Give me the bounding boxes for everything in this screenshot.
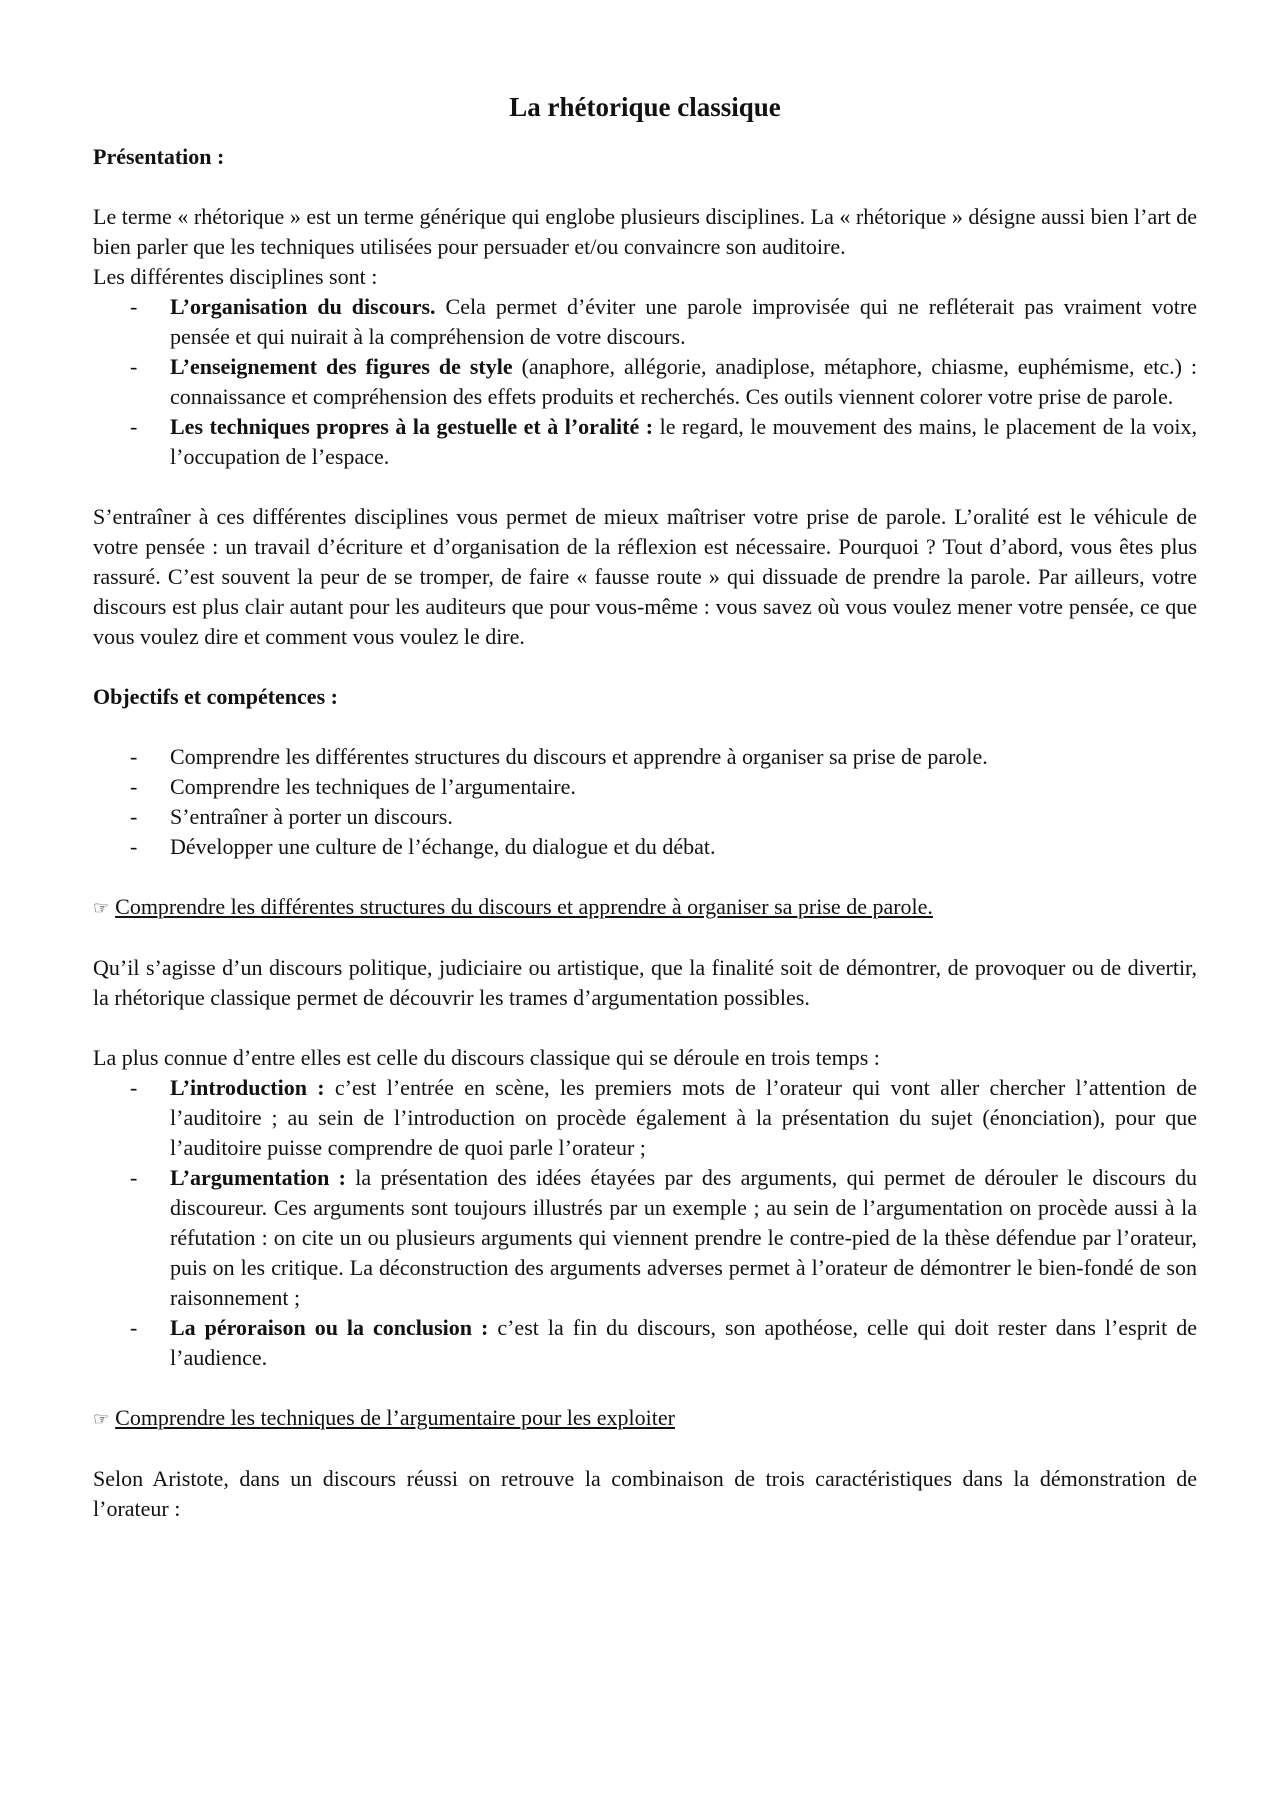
list-item-bold: La péroraison ou la conclusion :	[170, 1315, 489, 1340]
list-item-text: c’est la fin du discours, son apothéose, celle qui doit rester dans l’esprit de l’audience.	[170, 1315, 1197, 1370]
dash-bullet: -	[130, 294, 138, 319]
spacer	[93, 472, 1197, 502]
spacer	[93, 712, 1197, 742]
list-item	[93, 742, 1197, 772]
section1-paragraph: Qu’il s’agisse d’un discours politique, judiciaire ou artistique, que la finalité soit de démontrer, de provoquer ou de divertir, la rhétorique classique permet de découvrir les trames d’argumentation possibles.	[93, 955, 1197, 1010]
spacer	[93, 172, 1197, 202]
list-item-text: la présentation des idées étayées par des arguments, qui permet de dérouler le discours du discoureur. Ces arguments sont toujours illustrés par un exemple ; au sein de l’argumentation on procède aussi à la réfutation : on cite un ou plusieurs arguments qui viennent prendre le contre-pied de la thèse défendue par l’orateur, puis on les critique. La déconstruction des arguments adverses permet à l’orateur de démontrer le bien-fondé de son raisonnement ;	[170, 1165, 1197, 1310]
spacer	[93, 1373, 1197, 1403]
dash-bullet: -	[130, 834, 138, 859]
dash-bullet: -	[130, 1165, 138, 1190]
dash-bullet: -	[130, 354, 138, 379]
presentation-heading: Présentation :	[93, 144, 225, 169]
list-item-bold: L’organisation du discours.	[170, 294, 436, 319]
list-item	[93, 412, 1197, 472]
objectifs-heading: Objectifs et compétences :	[93, 684, 338, 709]
list-item-text: Comprendre les différentes structures du discours et apprendre à organiser sa prise de parole.	[170, 744, 988, 769]
dash-bullet: -	[130, 414, 138, 439]
section2-heading	[93, 1403, 1197, 1434]
presentation-paragraph: S’entraîner à ces différentes disciplines vous permet de mieux maîtriser votre prise de parole. L’oralité est le véhicule de votre pensée : un travail d’écriture et d’organisation de la réflexion est nécessaire. Pourquoi ? Tout d’abord, vous êtes plus rassuré. C’est souvent la peur de se tromper, de faire « fausse route » qui dissuade de prendre la parole. Par ailleurs, votre discours est plus clair autant pour les auditeurs que pour vous-même : vous savez où vous voulez mener votre pensée, ce que vous voulez dire et comment vous voulez le dire.	[93, 504, 1197, 649]
spacer	[93, 652, 1197, 682]
spacer	[93, 1013, 1197, 1043]
list-item	[93, 1163, 1197, 1313]
list-item-text: Développer une culture de l’échange, du dialogue et du débat.	[170, 834, 716, 859]
section2-heading-text: Comprendre les techniques de l’argumentaire pour les exploiter	[115, 1405, 675, 1430]
section1-heading	[93, 892, 1197, 923]
discourse-parts-list	[93, 1073, 1197, 1373]
list-item-text: le regard, le mouvement des mains, le placement de la voix, l’occupation de l’espace.	[170, 414, 1197, 469]
pointing-hand-icon: ☞	[93, 898, 110, 918]
section1-heading-text: Comprendre les différentes structures du discours et apprendre à organiser sa prise de parole.	[115, 894, 933, 919]
pointing-hand-icon: ☞	[93, 1409, 110, 1429]
list-item-bold: L’enseignement des figures de style	[170, 354, 513, 379]
list-item	[93, 832, 1197, 862]
list-item-bold: Les techniques propres à la gestuelle et à l’oralité :	[170, 414, 654, 439]
list-item-text: c’est l’entrée en scène, les premiers mots de l’orateur qui vont aller chercher l’attention de l’auditoire ; au sein de l’introduction on procède également à la présentation du sujet (énonciation), pour que l’auditoire puisse comprendre de quoi parle l’orateur ;	[170, 1075, 1197, 1160]
objectifs-list	[93, 742, 1197, 862]
list-item-text: (anaphore, allégorie, anadiplose, métaphore, chiasme, euphémisme, etc.) : connaissance et compréhension des effets produits et recherchés. Ces outils viennent colorer votre prise de parole.	[170, 354, 1198, 409]
list-item	[93, 802, 1197, 832]
list-item-bold: L’introduction :	[170, 1075, 325, 1100]
document-title: La rhétorique classique	[509, 92, 781, 122]
dash-bullet: -	[130, 1315, 138, 1340]
list-item-text: Comprendre les techniques de l’argumentaire.	[170, 774, 576, 799]
list-item	[93, 292, 1197, 352]
list-item-bold: L’argumentation :	[170, 1165, 346, 1190]
disciplines-lead: Les différentes disciplines sont :	[93, 264, 378, 289]
spacer	[93, 1434, 1197, 1464]
list-item-text: S’entraîner à porter un discours.	[170, 804, 453, 829]
list-item	[93, 352, 1197, 412]
spacer	[93, 923, 1197, 953]
section2-paragraph: Selon Aristote, dans un discours réussi on retrouve la combinaison de trois caractéristiques dans la démonstration de l’orateur :	[93, 1466, 1197, 1521]
dash-bullet: -	[130, 744, 138, 769]
dash-bullet: -	[130, 804, 138, 829]
list-item	[93, 1313, 1197, 1373]
presentation-intro: Le terme « rhétorique » est un terme générique qui englobe plusieurs disciplines. La « rhétorique » désigne aussi bien l’art de bien parler que les techniques utilisées pour persuader et/ou convaincre son auditoire.	[93, 204, 1197, 259]
section1-lead: La plus connue d’entre elles est celle du discours classique qui se déroule en trois temps :	[93, 1045, 880, 1070]
dash-bullet: -	[130, 774, 138, 799]
disciplines-list	[93, 292, 1197, 472]
list-item	[93, 1073, 1197, 1163]
spacer	[93, 862, 1197, 892]
list-item	[93, 772, 1197, 802]
dash-bullet: -	[130, 1075, 138, 1100]
list-item-text: Cela permet d’éviter une parole improvisée qui ne refléterait pas vraiment votre pensée et qui nuirait à la compréhension de votre discours.	[170, 294, 1197, 349]
